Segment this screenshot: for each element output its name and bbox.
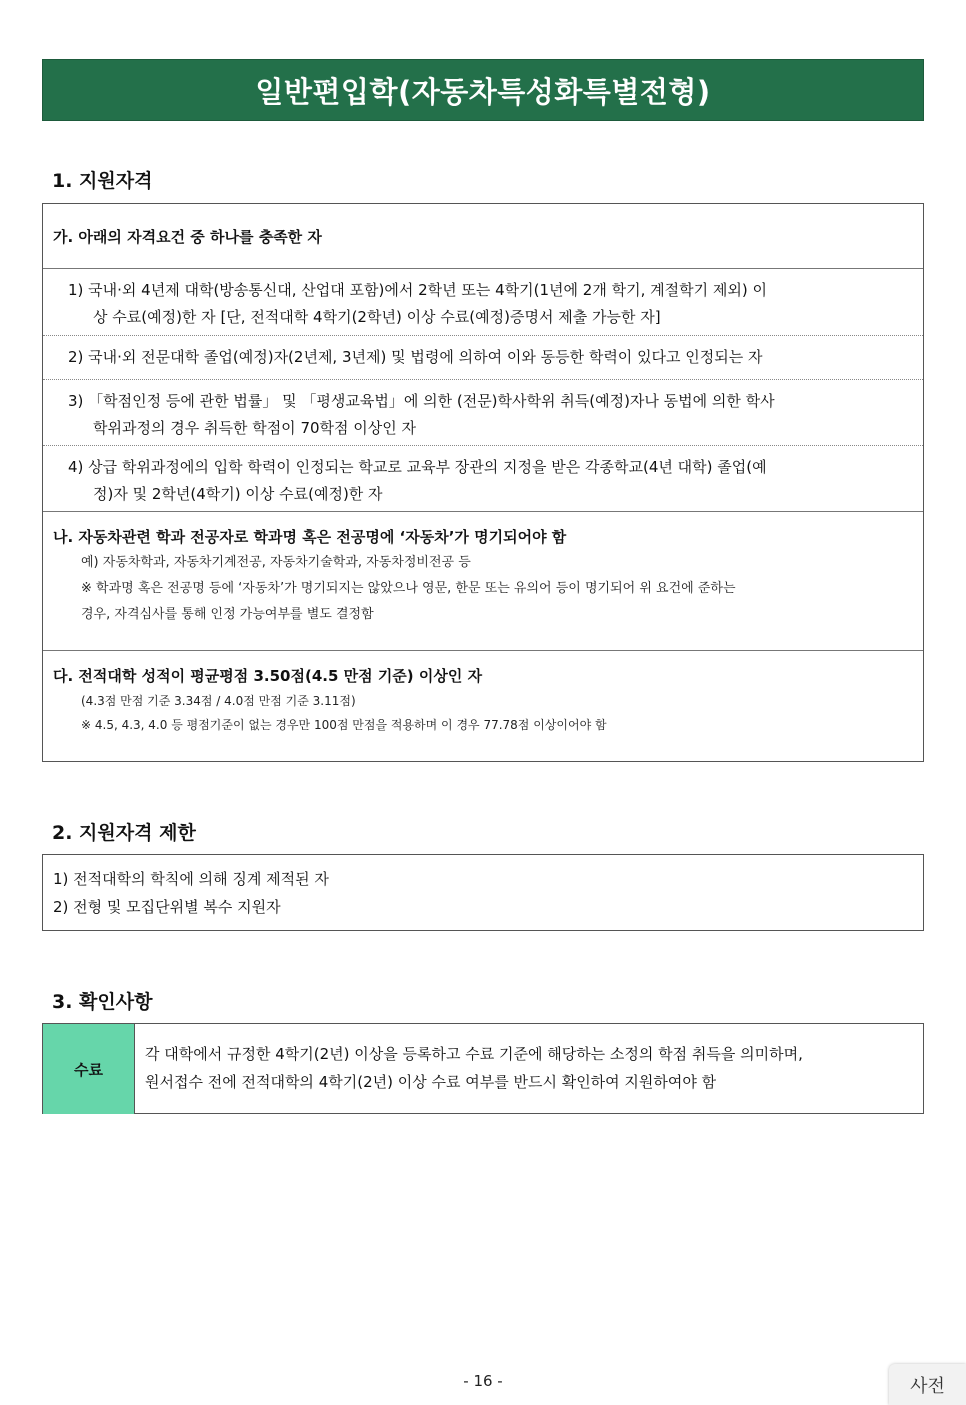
qualification-b-note: 경우, 자격심사를 통해 인정 가능여부를 별도 결정함 (81, 607, 374, 622)
section-heading-qualification: 1. 지원자격 (52, 170, 153, 192)
item-line: 1) 국내·외 4년제 대학(방송통신대, 산업대 포함)에서 2학년 또는 4학기(1년에 2개 학기, 계절학기 제외) 이 (68, 281, 767, 299)
restriction-item: 1) 전적대학의 학칙에 의해 징계 제적된 자 (53, 870, 329, 888)
qualification-item (43, 336, 923, 380)
item-line: 정)자 및 2학년(4학기) 이상 수료(예정)한 자 (93, 485, 383, 503)
restriction-item: 2) 전형 및 모집단위별 복수 지원자 (53, 898, 281, 916)
qualification-table (42, 203, 924, 762)
qualification-c-subnote: ※ 4.5, 4.3, 4.0 등 평점기준이 없는 경우만 100점 만점을 적용하며 이 경우 77.78점 이상이어야 함 (81, 718, 607, 732)
page-title: 일반편입학(자동차특성화특별전형) (255, 74, 711, 109)
qualification-c-heading: 다. 전적대학 성적이 평균평점 3.50점(4.5 만점 기준) 이상인 자 (53, 667, 483, 685)
confirmation-label: 수료 (43, 1024, 135, 1114)
confirmation-table (42, 1023, 924, 1114)
qualification-b-block (43, 512, 923, 651)
qualification-item (43, 380, 923, 446)
qualification-c-block (43, 651, 923, 763)
confirmation-text (135, 1024, 923, 1114)
qualification-b-heading: 나. 자동차관련 학과 전공자로 학과명 혹은 전공명에 ‘자동차’가 명기되어야 함 (53, 528, 567, 546)
qualification-c-subnote: (4.3점 만점 기준 3.34점 / 4.0점 만점 기준 3.11점) (81, 694, 356, 708)
item-line: 2) 국내·외 전문대학 졸업(예정)자(2년제, 3년제) 및 법령에 의하여 이와 동등한 학력이 있다고 인정되는 자 (68, 348, 763, 366)
qualification-b-note: ※ 학과명 혹은 전공명 등에 ‘자동차’가 명기되지는 않았으나 영문, 한문 또는 유의어 등이 명기되어 위 요건에 준하는 (81, 581, 736, 596)
item-line: 4) 상급 학위과정에의 입학 학력이 인정되는 학교로 교육부 장관의 지정을 받은 각종학교(4년 대학) 졸업(예 (68, 458, 767, 476)
section-heading-confirmation: 3. 확인사항 (52, 991, 153, 1013)
page-title-bar (42, 59, 924, 121)
restriction-box (42, 854, 924, 931)
confirmation-text-line: 각 대학에서 규정한 4학기(2년) 이상을 등록하고 수료 기준에 해당하는 소정의 학점 취득을 의미하며, (145, 1045, 803, 1063)
qualification-a-heading: 가. 아래의 자격요건 중 하나를 충족한 자 (43, 204, 923, 269)
qualification-item (43, 446, 923, 512)
page-number: - 16 - (463, 1372, 503, 1390)
qualification-b-example: 예) 자동차학과, 자동차기계전공, 자동차기술학과, 자동차정비전공 등 (81, 555, 471, 570)
dictionary-button[interactable]: 사전 (889, 1364, 966, 1405)
qualification-item (43, 269, 923, 336)
confirmation-text-line: 원서접수 전에 전적대학의 4학기(2년) 이상 수료 여부를 반드시 확인하여 지원하여야 함 (145, 1073, 717, 1091)
item-line: 상 수료(예정)한 자 [단, 전적대학 4학기(2학년) 이상 수료(예정)증명서 제출 가능한 자] (93, 308, 661, 326)
item-line: 학위과정의 경우 취득한 학점이 70학점 이상인 자 (93, 419, 417, 437)
item-line: 3) 「학점인정 등에 관한 법률」 및 「평생교육법」에 의한 (전문)학사학위 취득(예정)자나 동법에 의한 학사 (68, 392, 775, 410)
section-heading-restriction: 2. 지원자격 제한 (52, 822, 196, 844)
